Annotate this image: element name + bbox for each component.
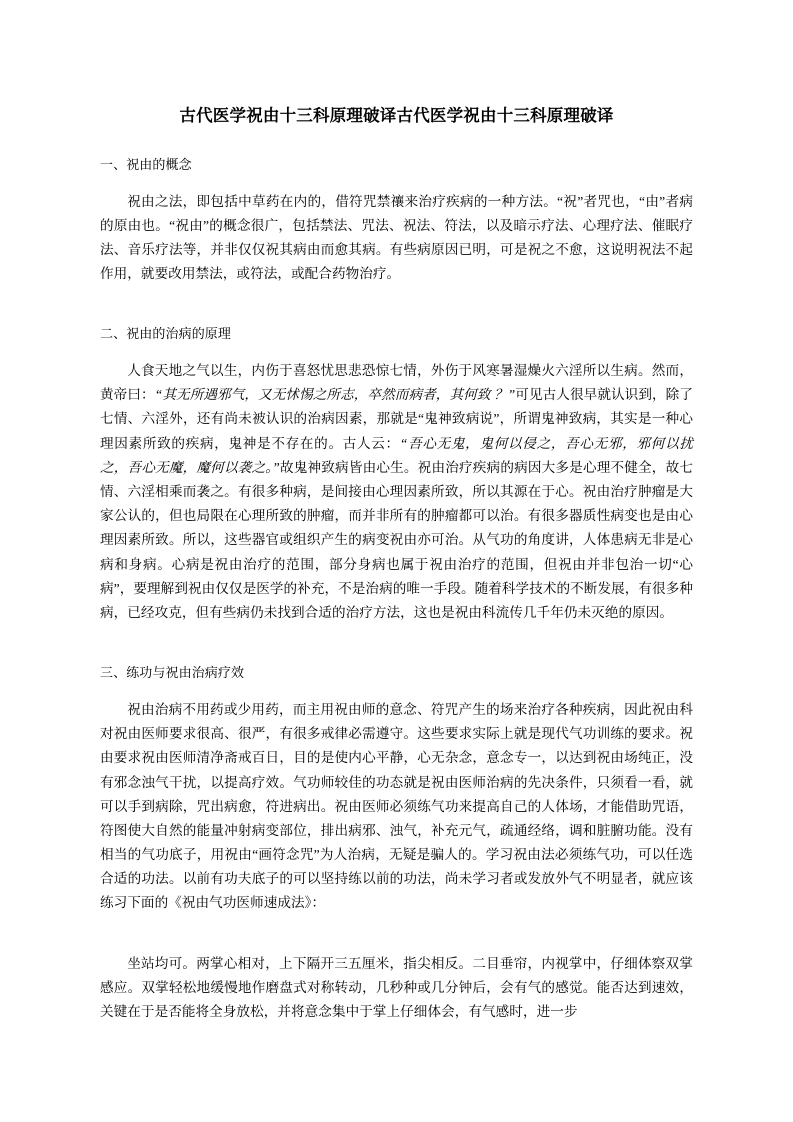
spacer xyxy=(100,286,693,324)
section-2-quote-huangdi: “其无所遇邪气，又无怵惕之所志，卒然而病者，其何致 ？” xyxy=(154,387,516,403)
section-1-paragraph: 祝由之法，即包括中草药在内的，借符咒禁禳来治疗疾病的一种方法。“祝”者咒也，“由”者病的原由也。“祝由”的概念很广，包括禁法、咒法、祝法、符法，以及暗示疗法、心理疗法、催眠疗法、音乐疗法等，并非仅仅祝其病由而愈其病。有些病原因已明，可是祝之不愈，这说明祝法不起作用，就要改用禁法，或符法，或配合药物治疗。 xyxy=(100,193,693,282)
section-heading-3: 三、练功与祝由治病疗效 xyxy=(100,665,245,681)
spacer xyxy=(100,684,693,698)
section-2-quote-ancients: “吾心无鬼，鬼何以侵之，吾心无邪，邪何以扰之，吾心无魔，魔何以袭之。” xyxy=(100,435,693,475)
section-heading-1: 一、祝由的概念 xyxy=(100,156,192,172)
spacer xyxy=(100,176,693,190)
section-2-text-part-3: 故鬼神致病皆由心生。祝由治疗疾病的病因大多是心理不健全，故七情、六淫相乘而袭之。有很多种病，是间接由心理因素所致，所以其源在于心。祝由治疗肿瘤是大家公认的，但也局限在心理所致的肿瘤，而并非所有的肿瘤都可以治。有很多器质性病变也是由心理因素所致。所以，这些器官或组织产生的病变祝由亦可治。从气功的角度讲，人体患病无非是心病和身病。心病是祝由治疗的范围，部分身病也属于祝由治疗的范围，但祝由并非包治一切“心病”，要理解到祝由仅仅是医学的补充，不是治病的唯一手段。随着科学技术的不断发展，有很多种病，已经攻克，但有些病仍未找到合适的治疗方法，这也是祝由科流传几千年仍未灭绝的原因。 xyxy=(100,459,693,620)
spacer xyxy=(100,345,693,359)
page-title: 古代医学祝由十三科原理破译古代医学祝由十三科原理破译 xyxy=(179,106,614,125)
section-2-text-part-1: 人食天地之气以生，内伤于喜怒忧思悲恐惊七情，外伤于风寒暑湿燥火六淫所以生病。然而，黄帝曰： xyxy=(100,363,693,403)
section-3-final-paragraph: 坐站均可。两掌心相对，上下隔开三五厘米，指尖相反。二目垂帘，内视掌中，仔细体察双掌感应。双掌轻松地缓慢地作磨盘式对称转动，几秒种或几分钟后，会有气的感觉。能否达到速效，关键在于是否能将全身放松，并将意念集中于掌上仔细体会，有气感时，进一步 xyxy=(100,955,693,1020)
section-2-text-part-2: 可见古人很早就认识到，除了七情、六淫外，还有尚未被认识的治病因素，那就是“鬼神致病说”，所谓鬼神致病，其实是一种心理因素所致的疾病，鬼神是不存在的。古人云： xyxy=(100,387,693,451)
section-3-paragraph: 祝由治病不用药或少用药，而主用祝由师的意念、符咒产生的场来治疗各种疾病，因此祝由科对祝由医师要求很高、很严，有很多戒律必需遵守。这些要求实际上就是现代气功训练的要求。祝由要求祝由医师清净斋戒百日，目的是使内心平静，心无杂念，意念专一，以达到祝由场纯正，没有邪念浊气干扰，以提高疗效。气功师较佳的功态就是祝由医师治病的先决条件，只须看一看，就可以手到病除，咒出病愈，符进病出。祝由医师必须练气功来提高自己的人体场，才能借助咒语，符图使大自然的能量冲射病变部位，排出病邪、浊气，补充元气，疏通经络，调和脏腑功能。没有相当的气功底子，用祝由“画符念咒”为人治病，无疑是骗人的。学习祝由法必须练气功，可以任选合适的功法。以前有功夫底子的可以坚持练以前的功法，尚未学习者或发放外气不明显者，就应该练习下面的《祝由气功医师速成法》： xyxy=(100,701,693,911)
section-2-paragraph xyxy=(100,359,693,625)
section-heading-2: 二、祝由的治病的原理 xyxy=(100,326,232,342)
spacer xyxy=(100,916,693,952)
spacer xyxy=(100,129,693,155)
spacer xyxy=(100,625,693,663)
